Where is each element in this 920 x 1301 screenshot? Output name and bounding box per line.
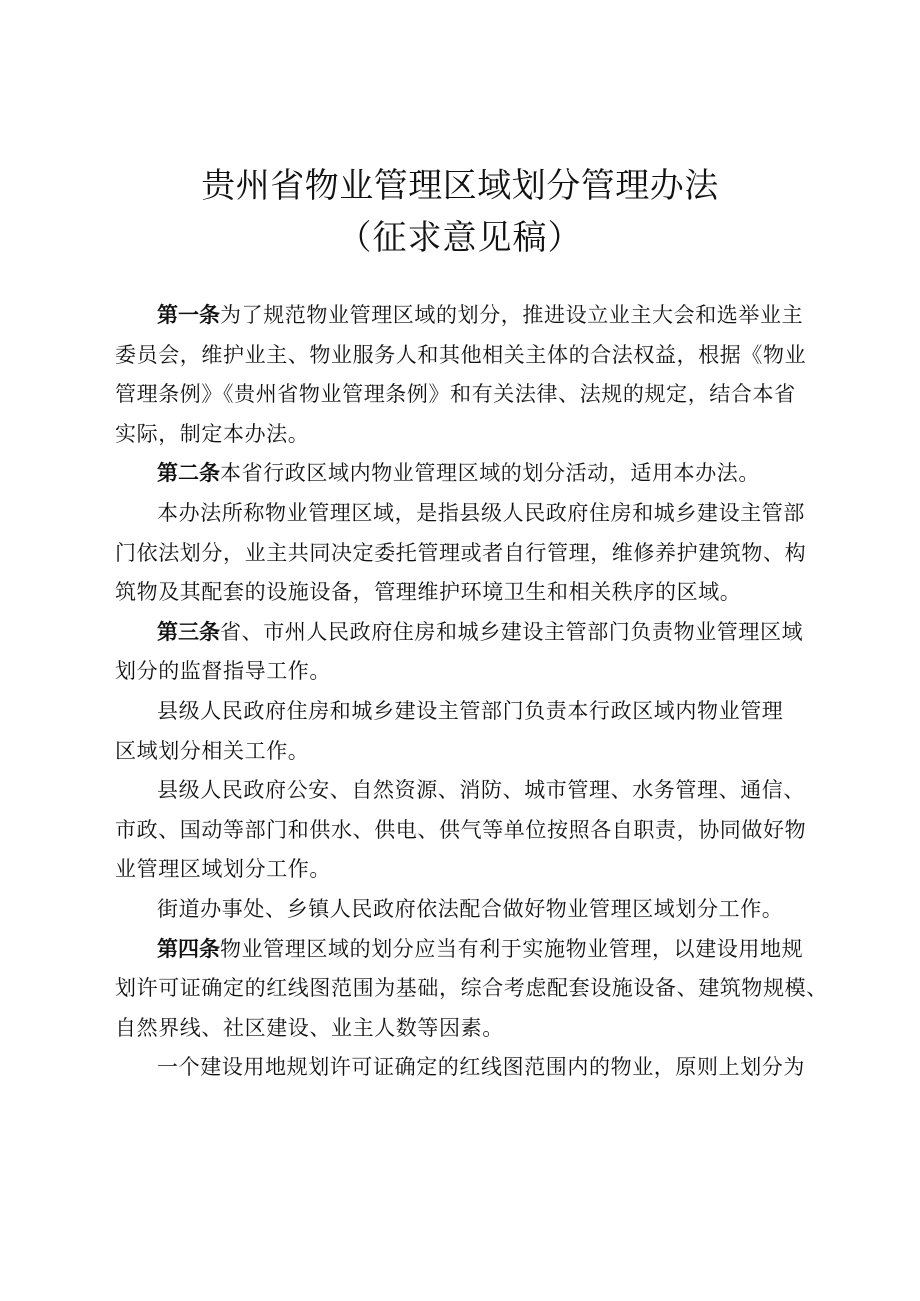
article-2-paragraph-2 <box>115 494 830 613</box>
article-3-paragraph-4 <box>115 890 830 930</box>
article-text: 县级人民政府公安、自然资源、消防、城市管理、水务管理、通信、 市政、国动等部门和供水、供电、供气等单位按照各自职责，协同做好物 业管理区域划分工作。 <box>115 778 807 882</box>
article-text: 街道办事处、乡镇人民政府依法配合做好物业管理区域划分工作。 <box>157 896 784 921</box>
article-text: 物业管理区域的划分应当有利于实施物业管理，以建设用地规 划许可证确定的红线图范围为基础，综合考虑配套设施设备、建筑物规模、 自然界线、社区建设、业主人数等因素。 <box>115 936 828 1040</box>
article-text: 为了规范物业管理区域的划分，推进设立业主大会和选举业主 委员会，维护业主、物业服务人和其他相关主体的合法权益，根据《物业 管理条例》《贵州省物业管理条例》和有关法律、法规的规定，结合本省 实际，制定本办法。 <box>115 303 807 446</box>
title-main: 贵州省物业管理区域划分管理办法 <box>201 166 719 206</box>
article-heading: 第四条 <box>157 936 220 961</box>
document-body <box>115 296 830 1088</box>
article-heading: 第一条 <box>157 303 220 327</box>
article-text: 省、市州人民政府住房和城乡建设主管部门负责物业管理区域 划分的监督指导工作。 <box>115 619 804 684</box>
article-3-paragraph <box>115 613 830 692</box>
article-4-paragraph <box>115 930 830 1049</box>
article-4-paragraph-2 <box>115 1048 830 1088</box>
article-3-paragraph-3 <box>115 771 830 890</box>
article-1-paragraph <box>115 296 830 454</box>
article-3-paragraph-2 <box>115 692 830 771</box>
article-text: 一个建设用地规划许可证确定的红线图范围内的物业，原则上划分为 <box>157 1055 805 1080</box>
article-heading: 第三条 <box>157 619 220 644</box>
article-2-paragraph <box>115 454 830 494</box>
article-heading: 第二条 <box>157 461 220 486</box>
article-text: 县级人民政府住房和城乡建设主管部门负责本行政区域内物业管理 区域划分相关工作。 <box>115 698 784 763</box>
title-subtitle: （征求意见稿） <box>337 218 583 258</box>
article-text: 本办法所称物业管理区域，是指县级人民政府住房和城乡建设主管部 门依法划分，业主共同决定委托管理或者自行管理，维修养护建筑物、构 筑物及其配套的设施设备，管理维护环境卫生和相关秩序的区域。 <box>115 500 807 605</box>
article-text: 本省行政区域内物业管理区域的划分活动，适用本办法。 <box>220 461 760 486</box>
document-title <box>0 162 920 262</box>
